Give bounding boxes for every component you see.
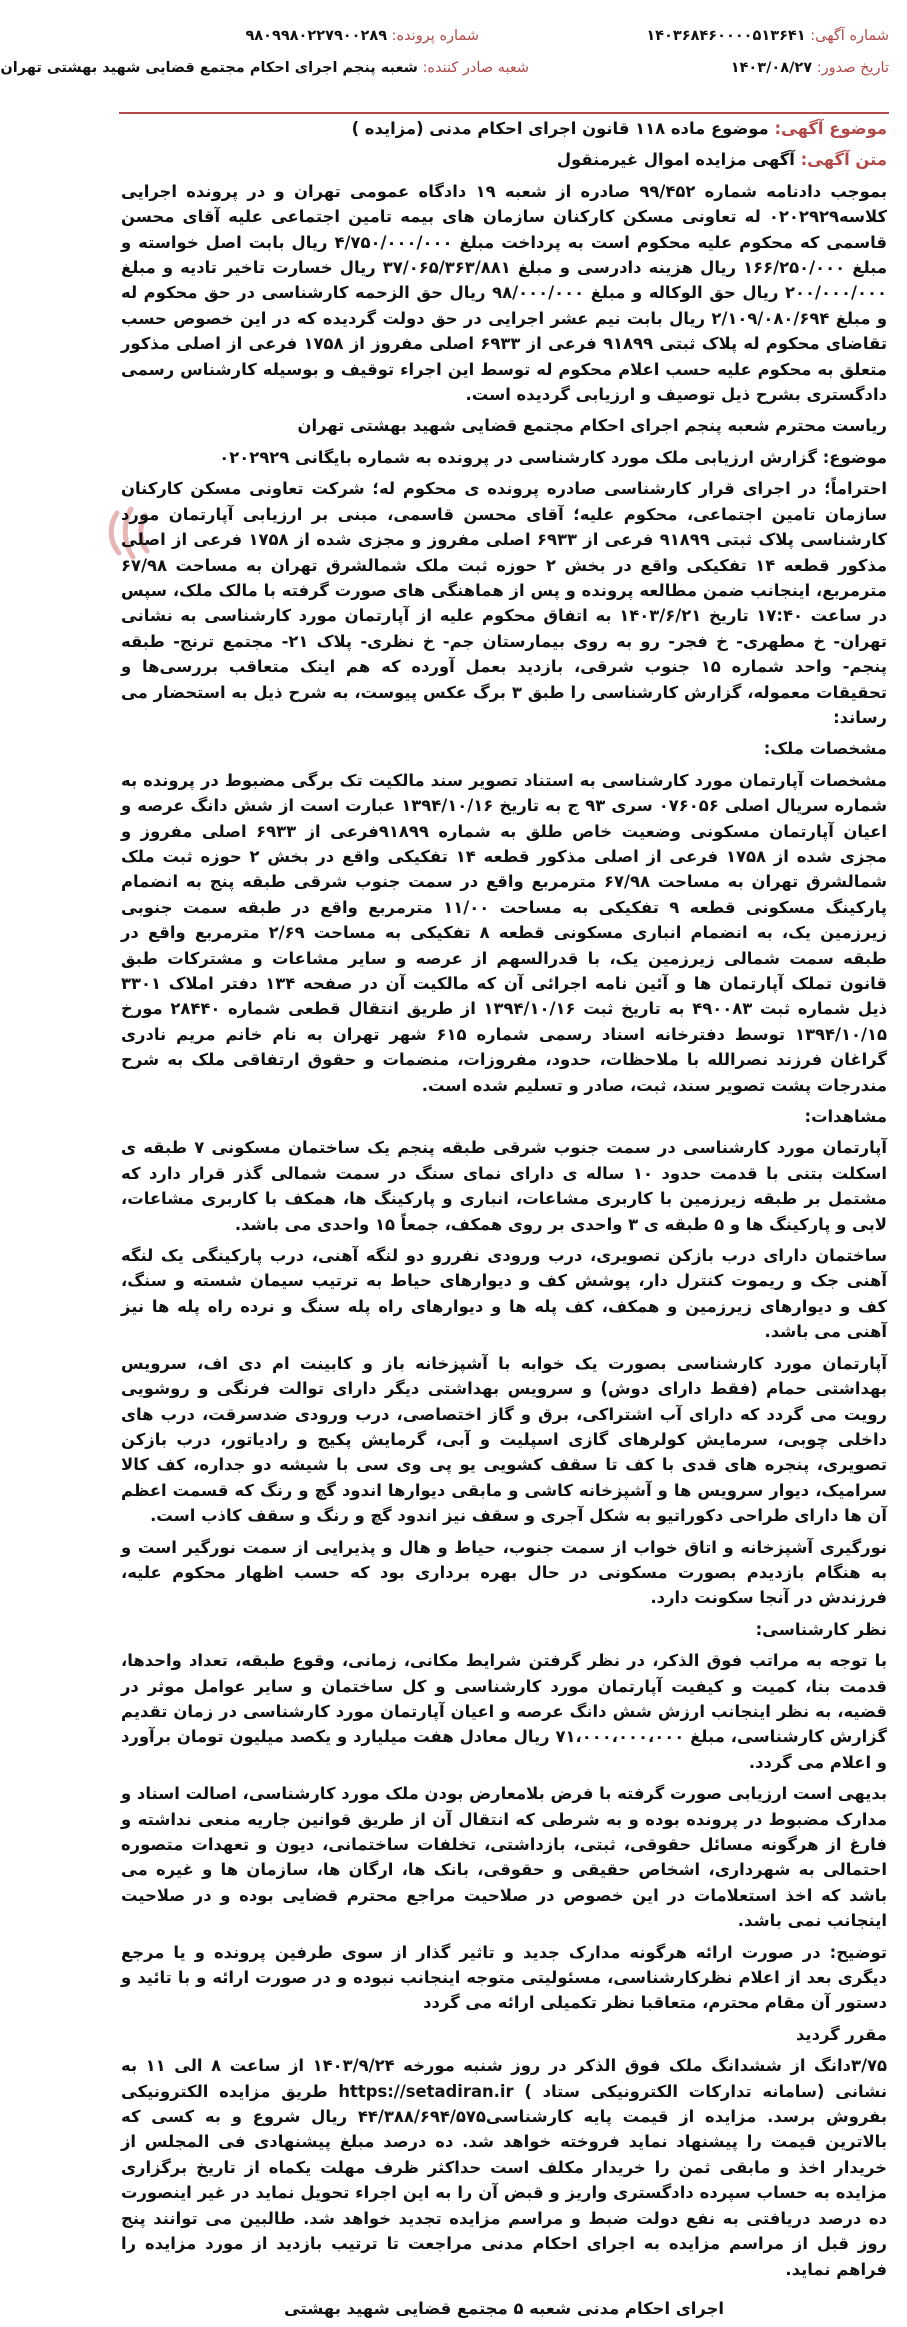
paragraph-report-subject: موضوع: گزارش ارزیابی ملک مورد کارشناسی در پرونده به شماره بایگانی ۰۲۰۲۹۲۹ [219,447,887,467]
paragraph-addressee: ریاست محترم شعبه پنجم اجرای احکام مجتمع قضایی شهید بهشتی تهران [297,416,887,436]
paragraph-observations-lighting: نورگیری آشپزخانه و اتاق خواب از سمت جنوب، حیاط و هال و پذیرایی از سمت نورگیر است و به هنگام بازدیدم بصورت مسکونی در حال بهره برداری بود که حسب اظهار محکوم علیه، فرزندش در آنجا سکونت دارد. [121,1537,887,1608]
paragraph-note: توضیح: در صورت ارائه هرگونه مدارک جدید و تاثیر گذار از سوی طرفین پرونده و یا مرجع دیگری بعد از اعلام نظرکارشناسی، مسئولیتی متوجه اینجانب نبوده و در صورت ارائه و با تائید و دستور آن مقام محترم، متعاقبا نظر تکمیلی ارائه می گردد [121,1942,887,2013]
paragraph-valuation: با توجه به مراتب فوق الذکر، در نظر گرفتن شرایط مکانی، زمانی، وقوع طبقه، تعداد واحدها، قدمت بنا، کمیت و کیفیت آپارتمان مورد کارشناسی و کل ساختمان و سایر عوامل موثر در قضیه، به نظر اینجانب ارزش شش دانگ عرصه و اعیان آپارتمان مورد کارشناسی در زمان تقدیم گزارش کارشناسی، مبلغ ۷۱،۰۰۰،۰۰۰،۰۰۰ ریال معادل هفت میلیارد و یکصد میلیون تومان برآورد و اعلام می گردد. [121,1651,888,1772]
paragraph-decided: مقرر گردید [795,2024,887,2044]
section-title-expert-opinion: نظر کارشناسی: [755,1619,887,1639]
footer-signature: اجرای احکام مدنی شعبه ۵ مجتمع قضایی شهید بهشتی [283,2298,725,2318]
issue-date-label: تاریخ صدور: [816,60,889,76]
ad-text-label: متن آگهی: [800,150,887,170]
paragraph-observations-entrance: ساختمان دارای درب بازکن تصویری، درب ورودی نفررو دو لنگه آهنی، درب پارکینگی یک لنگه آهنی جک و ریموت کنترل دار، پوشش کف و دیوارهای حیاط به ترتیب سیمان شسته و سنگ، کف و دیوارهای زیرزمین و همکف، کف پله ها و دیوارهای راه پله سنگ و نرده راه پله ها نیز آهنی می باشد. [121,1246,887,1342]
ad-subject-label: موضوع آگهی: [774,119,887,138]
ad-header [0,14,889,104]
paragraph-observations-apartment: آپارتمان مورد کارشناسی بصورت یک خوابه با آشپزخانه باز و کابینت ام دی اف، سرویس بهداشتی حمام (فقط دارای دوش) و سرویس بهداشتی دیگر دارای توالت فرنگی و روشویی رویت می گردد که دارای آب اشتراکی، برق و گاز اختصاصی، درب ورودی ضدسرقت، درب های داخلی چوبی، سرمایش کولرهای گازی اسپلیت و آبی، گرمایش پکیج و رادیاتور، درب بازکن تصویری، پنجره های قدی با کف تا سقف کشویی یو پی وی سی با شیشه دو جداره، کف کالا سرامیک، دیوار سرویس ها و آشپزخانه کاشی و مابقی دیوارها اندود گچ و رنگ که قسمت اعظم آن ها دارای طراحی دکوراتیو به شکل آجری و سقف نیز اندود گچ و رنگ و سقف کاذب است. [121,1353,887,1526]
case-number-label: شماره پرونده: [391,28,479,44]
ad-body [121,116,887,2327]
ad-number-label: شماره آگهی: [810,28,889,44]
header-row-1 [119,28,889,54]
issuer-value: شعبه پنجم اجرای احکام مجتمع قضایی شهید بهشتی تهران [0,60,418,76]
issue-date [731,60,889,76]
paragraph-disclaimer: بدیهی است ارزیابی صورت گرفته با فرض بلامعارض بودن ملک مورد کارشناسی، اصالت اسناد و مدارک مضبوط در پرونده بوده و به شرطی که انتقال آن از طریق قوانین جاریه منعی نداشته و فارغ از هرگونه مسائل حقوقی، ثبتی، بازداشتی، تخلفات ساختمانی، دیون و تعهدات متصوره احتمالی به شهرداری، اشخاص حقیقی و حقوقی، بانک ها، ارگان ها، سازمان ها و غیره می باشد که اخذ استعلامات در این خصوص در صلاحیت مراجع محترم قضایی بوده و در صلاحیت اینجانب نمی باشد. [121,1784,887,1931]
ad-number [646,28,889,44]
ad-text-title [121,147,887,172]
case-number [245,28,479,44]
paragraph-auction-terms: ۳/۷۵دانگ از ششدانگ ملک فوق الذکر در روز شنبه مورخه ۱۴۰۳/۹/۲۴ از ساعت ۸ الی ۱۱ به نشانی (سامانه تدارکات الکترونیکی ستاد ) https://setadiran.ir طریق مزایده الکترونیکی بفروش برسد. مزایده از قیمت پایه کارشناسی۴۴/۳۸۸/۶۹۴/۵۷۵ ریال شروع و به کسی که بالاترین قیمت را پیشنهاد نماید فروخته خواهد شد. ده درصد مبلغ پیشنهادی فی المجلس از خریدار اخذ و مابقی ثمن را خریدار مکلف است حداکثر ظرف مهلت یکماه از تاریخ برگزاری مزایده به حساب سپرده دادگستری واریز و قبض آن را به این اجراء تحویل نماید در غیر اینصورت ده درصد دریافتی به نفع دولت ضبط و مراسم مزایده تجدید خواهد شد. طالبین می توانند پنج روز قبل از مراسم مزایده به اجرای احکام مدنی مراجعت تا ترتیب بازدید از مورد مزایده را فراهم نماید. [121,2056,887,2279]
issuer-label: شعبه صادر کننده: [422,60,529,76]
ad-number-value: ۱۴۰۳۶۸۴۶۰۰۰۰۵۱۳۶۴۱ [646,28,806,44]
section-title-property-specs: مشخصات ملک: [763,739,887,759]
paragraph-respectfully: احتراماً؛ در اجرای قرار کارشناسی صادره پرونده ی محکوم له؛ شرکت تعاونی مسکن کارکنان سازمان تامین اجتماعی، محکوم علیه؛ آقای محسن قاسمی، مبنی بر ارزیابی آپارتمان مورد کارشناسی پلاک ثبتی ۹۱۸۹۹ فرعی از ۶۹۳۳ اصلی مفروز و مجزی شده از ۱۷۵۸ فرعی از اصلی مذکور قطعه ۱۴ تفکیکی واقع در بخش ۲ حوزه ثبت ملک شمالشرق تهران به مساحت ۶۷/۹۸ مترمربع، اینجانب ضمن مطالعه پرونده و پس از هماهنگی های صورت گرفته با مالک ملک، سپس در ساعت ۱۷:۴۰ تاریخ ۱۴۰۳/۶/۲۱ به اتفاق محکوم علیه از آپارتمان مورد کارشناسی به نشانی تهران- خ مطهری- خ فجر- رو به روی بیمارستان جم- خ نظری- پلاک ۲۱- مجتمع ترنج- طبقه پنجم- واحد شماره ۱۵ جنوب شرقی، بازدید بعمل آورده که هم اینک متعاقب بررسی‌ها و تحقیقات معموله، گزارش کارشناسی را طبق ۳ برگ عکس پیوست، به شرح ذیل به استحضار می رساند: [121,479,888,727]
paragraph-observations-building: آپارتمان مورد کارشناسی در سمت جنوب شرقی طبقه پنجم یک ساختمان مسکونی ۷ طبقه ی اسکلت بتنی با قدمت حدود ۱۰ ساله ی دارای نمای سنگ در سمت شمالی گذر قرار دارد که مشتمل بر طبقه زیرزمین با کاربری مشاعات، انباری و پارکینگ ها، همکف با کاربری مشاعات، لابی و پارکینگ ها و ۵ طبقه ی ۳ واحدی بر روی همکف، جمعاً ۱۵ واحدی می باشد. [121,1138,887,1234]
header-divider [119,112,889,114]
header-row-2 [0,60,889,86]
paragraph-property-specs: مشخصات آپارتمان مورد کارشناسی به استناد تصویر سند مالکیت تک برگی مضبوط در پرونده به شماره سریال اصلی ۰۷۶۰۵۶ سری ۹۳ ج به تاریخ ۱۳۹۴/۱۰/۱۶ عبارت است از شش دانگ عرصه و اعیان آپارتمان مسکونی وضعیت خاص طلق به شماره ۹۱۸۹۹فرعی از ۶۹۳۳ اصلی مفروز و مجزی شده از ۱۷۵۸ فرعی از اصلی مذکور قطعه ۱۴ تفکیکی واقع در بخش ۲ حوزه ثبت ملک شمالشرق تهران به مساحت ۶۷/۹۸ مترمربع واقع در سمت جنوب شرقی طبقه پنج به انضمام پارکینگ مسکونی قطعه ۹ تفکیکی به مساحت ۱۱/۰۰ مترمربع واقع در طبقه سمت جنوبی زیرزمین یک، به انضمام انباری مسکونی قطعه ۸ تفکیکی به مساحت ۲/۶۹ مترمربع واقع در طبقه سمت شمالی زیرزمین یک، با قدرالسهم از عرصه و سایر مشاعات و مشترکات طبق قانون تملک آپارتمان ها و آئین نامه اجرائی آن که مالکیت آن در صفحه ۱۳۴ دفتر املاک ۳۳۰۱ ذیل شماره ثبت ۴۹۰۰۸۳ به تاریخ ثبت ۱۳۹۴/۱۰/۱۶ از طریق انتقال قطعی شماره ۲۸۴۴۰ مورخ ۱۳۹۴/۱۰/۱۵ توسط دفترخانه اسناد رسمی شماره ۶۱۵ شهر تهران به نام خانم مریم نادری گراغان فرزند نصرالله با ملاحظات، حدود، مفروزات، منضمات و حقوق ارتفاقی ملک به شرح مندرجات پشت تصویر سند، ثبت، صادر و تسلیم شده است. [121,770,888,1095]
ad-subject [121,116,887,141]
case-number-value: ۹۸۰۹۹۸۰۲۲۷۹۰۰۲۸۹ [245,28,388,44]
section-title-observations: مشاهدات: [804,1107,887,1127]
ad-subject-value: موضوع ماده ۱۱۸ قانون اجرای احکام مدنی (مزایده ) [351,119,769,138]
ad-text-value: آگهی مزایده اموال غیرمنقول [556,150,795,170]
issue-date-value: ۱۴۰۳/۰۸/۲۷ [730,60,813,76]
issuer [0,60,529,76]
paragraph-intro: بموجب دادنامه شماره ۹۹/۴۵۲ صادره از شعبه ۱۹ دادگاه عمومی تهران و در پرونده اجرایی کلاسه۰۲۰۲۹۲۹ له تعاونی مسکن کارکنان سازمان های بیمه تامین اجتماعی علیه آقای محسن قاسمی که محکوم علیه محکوم است به پرداخت مبلغ ۴/۷۵۰/۰۰۰/۰۰۰ ریال بابت اصل خواسته و مبلغ ۱۶۶/۲۵۰/۰۰۰ ریال هزینه دادرسی و مبلغ ۳۷/۰۶۵/۳۶۳/۸۸۱ ریال خسارت تاخیر تادیه و مبلغ ۲۰۰/۰۰۰/۰۰۰ ریال حق الوکاله و مبلغ ۹۸/۰۰۰/۰۰۰ ریال حق الزحمه کارشناسی در حق محکوم له و مبلغ ۲/۱۰۹/۰۸۰/۶۹۴ ریال بابت نیم عشر اجرایی در حق دولت گردیده که در این خصوص حسب تقاضای محکوم له پلاک ثبتی ۹۱۸۹۹ فرعی از ۶۹۳۳ اصلی مفروز از ۱۷۵۸ فرعی از اصلی مذکور متعلق به محکوم علیه حسب اعلام محکوم له توسط این اجراء توقیف و بوسیله کارشناس رسمی دادگستری بشرح ذیل توصیف و ارزیابی گردیده است. [121,181,888,405]
